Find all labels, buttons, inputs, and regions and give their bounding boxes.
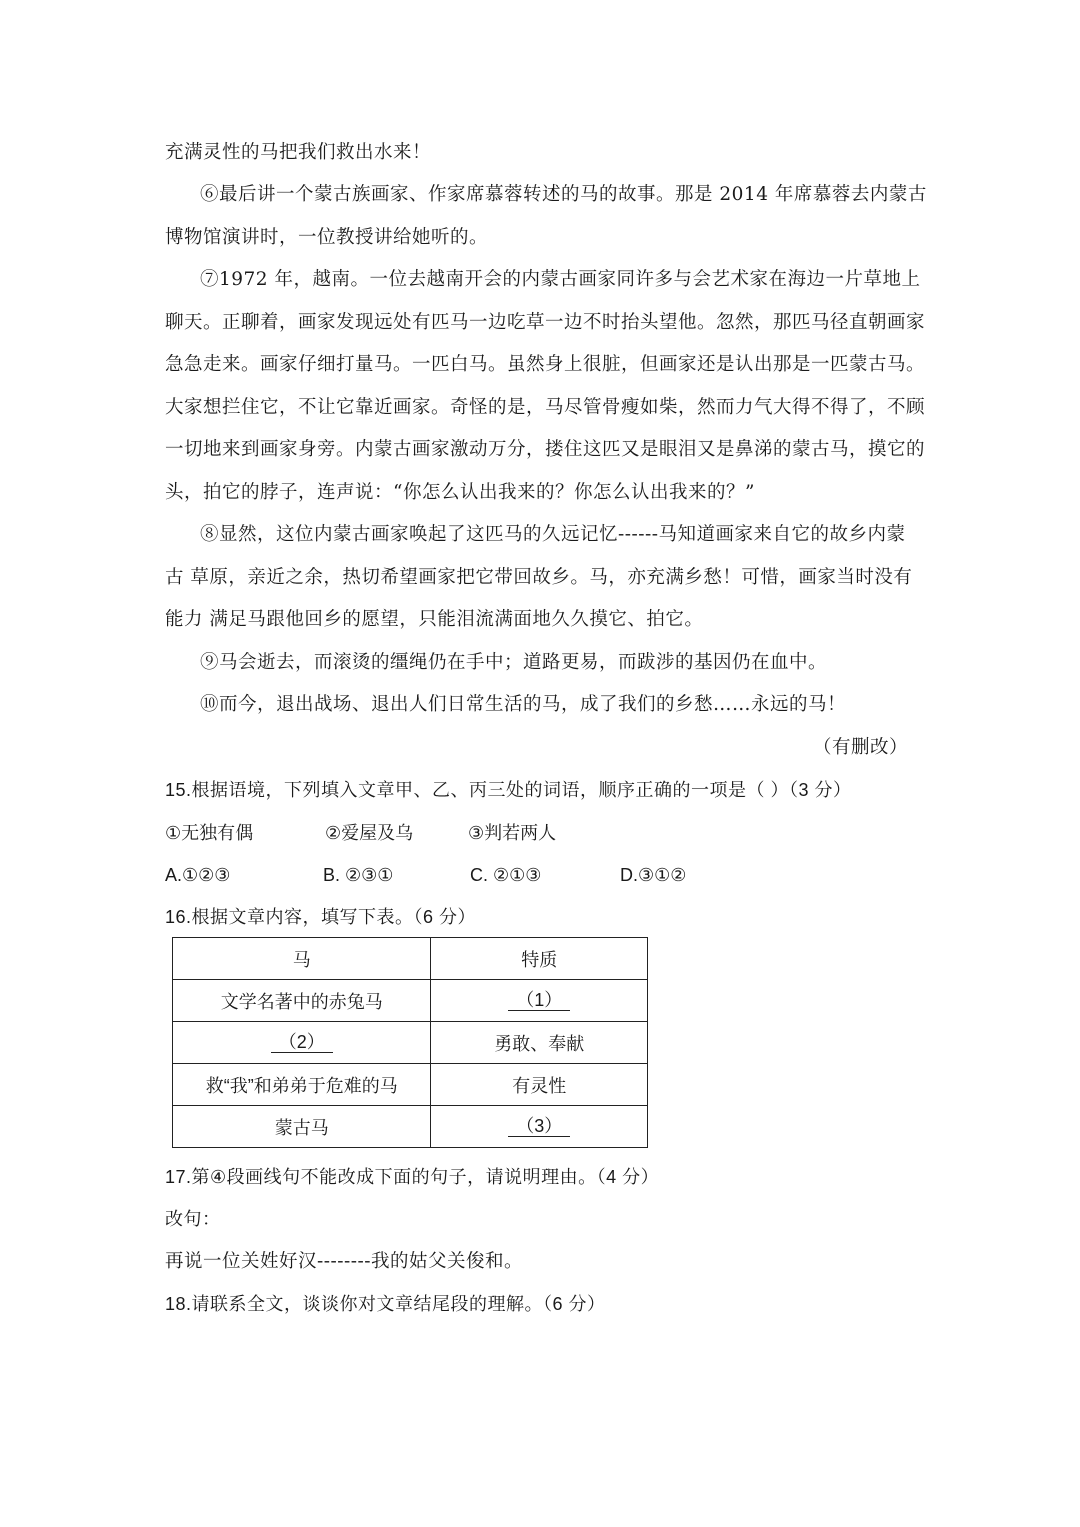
question-17-sentence: 再说一位关姓好汉--------我的姑父关俊和。 bbox=[165, 1251, 524, 1272]
blank-3[interactable]: （3） bbox=[508, 1116, 570, 1137]
table-cell-horse[interactable] bbox=[173, 1022, 431, 1064]
blank-2[interactable]: （2） bbox=[271, 1032, 333, 1053]
q16-fill-table bbox=[172, 937, 648, 1148]
passage-p8-line3: 能力 满足马跟他回乡的愿望，只能泪流满面地久久摸它、拍它。 bbox=[165, 609, 704, 630]
table-header-horse: 马 bbox=[173, 938, 431, 980]
passage-p6-line1: ⑥最后讲一个蒙古族画家、作家席慕蓉转述的马的故事。那是 2014 年席慕蓉去内蒙古 bbox=[200, 184, 927, 205]
table-row bbox=[173, 980, 648, 1022]
table-header-row bbox=[173, 938, 648, 980]
table-cell-horse: 蒙古马 bbox=[173, 1106, 431, 1148]
passage-p10: ⑩而今，退出战场、退出人们日常生活的马，成了我们的乡愁……永远的马！ bbox=[200, 694, 847, 715]
q15-option-a: A.①②③ bbox=[165, 865, 231, 885]
q15-option-c: C. ②①③ bbox=[470, 865, 542, 885]
table-cell-horse: 救“我”和弟弟于危难的马 bbox=[173, 1064, 431, 1106]
table-cell-trait[interactable] bbox=[431, 1106, 648, 1148]
passage-p7-line3: 急急走来。画家仔细打量马。一匹白马。虽然身上很脏，但画家还是认出那是一匹蒙古马。 bbox=[165, 354, 926, 375]
passage-p8-line1: ⑧显然，这位内蒙古画家唤起了这匹马的久远记忆------马知道画家来自它的故乡内蒙 bbox=[200, 524, 906, 545]
passage-p7-line5: 一切地来到画家身旁。内蒙古画家激动万分，搂住这匹又是眼泪又是鼻涕的蒙古马，摸它的 bbox=[165, 439, 926, 460]
passage-p9: ⑨马会逝去，而滚烫的缰绳仍在手中；道路更易，而跋涉的基因仍在血中。 bbox=[200, 652, 828, 673]
q15-option-d: D.③①② bbox=[620, 865, 687, 885]
table-row bbox=[173, 1064, 648, 1106]
question-17-stem: 17.第④段画线句不能改成下面的句子，请说明理由。（4 分） bbox=[165, 1167, 660, 1187]
passage-note: （有删改） bbox=[812, 737, 908, 758]
question-17-label: 改句： bbox=[165, 1209, 221, 1229]
passage-p7-line4: 大家想拦住它，不让它靠近画家。奇怪的是，马尽管骨瘦如柴，然而力气大得不得了，不顾 bbox=[165, 397, 926, 418]
question-15-stem: 15.根据语境，下列填入文章甲、乙、丙三处的词语，顺序正确的一项是（ ）（3 分） bbox=[165, 780, 852, 800]
q15-word-3: ③判若两人 bbox=[468, 823, 557, 843]
q15-option-b: B. ②③① bbox=[323, 865, 394, 885]
passage-p5-end: 充满灵性的马把我们救出水来！ bbox=[165, 142, 432, 163]
passage-p7-line2: 聊天。正聊着，画家发现远处有匹马一边吃草一边不时抬头望他。忽然，那匹马径直朝画家 bbox=[165, 312, 926, 333]
table-cell-horse: 文学名著中的赤兔马 bbox=[173, 980, 431, 1022]
table-row bbox=[173, 1022, 648, 1064]
table-cell-trait: 有灵性 bbox=[431, 1064, 648, 1106]
table-cell-trait[interactable] bbox=[431, 980, 648, 1022]
table-row bbox=[173, 1106, 648, 1148]
table-cell-trait: 勇敢、奉献 bbox=[431, 1022, 648, 1064]
blank-1[interactable]: （1） bbox=[508, 990, 570, 1011]
q15-word-2: ②爱屋及乌 bbox=[325, 823, 414, 843]
passage-p8-line2: 古 草原，亲近之余，热切希望画家把它带回故乡。马，亦充满乡愁！可惜，画家当时没有 bbox=[165, 567, 913, 588]
passage-p6-line2: 博物馆演讲时，一位教授讲给她听的。 bbox=[165, 227, 489, 248]
passage-p7-line6: 头，拍它的脖子，连声说：“你怎么认出我来的？你怎么认出我来的？” bbox=[165, 482, 755, 503]
passage-p7-line1: ⑦1972 年，越南。一位去越南开会的内蒙古画家同许多与会艺术家在海边一片草地上 bbox=[200, 269, 921, 290]
q15-word-1: ①无独有偶 bbox=[165, 823, 254, 843]
table-header-trait: 特质 bbox=[431, 938, 648, 980]
question-18-stem: 18.请联系全文，谈谈你对文章结尾段的理解。（6 分） bbox=[165, 1294, 606, 1314]
question-16-stem: 16.根据文章内容，填写下表。（6 分） bbox=[165, 907, 477, 927]
